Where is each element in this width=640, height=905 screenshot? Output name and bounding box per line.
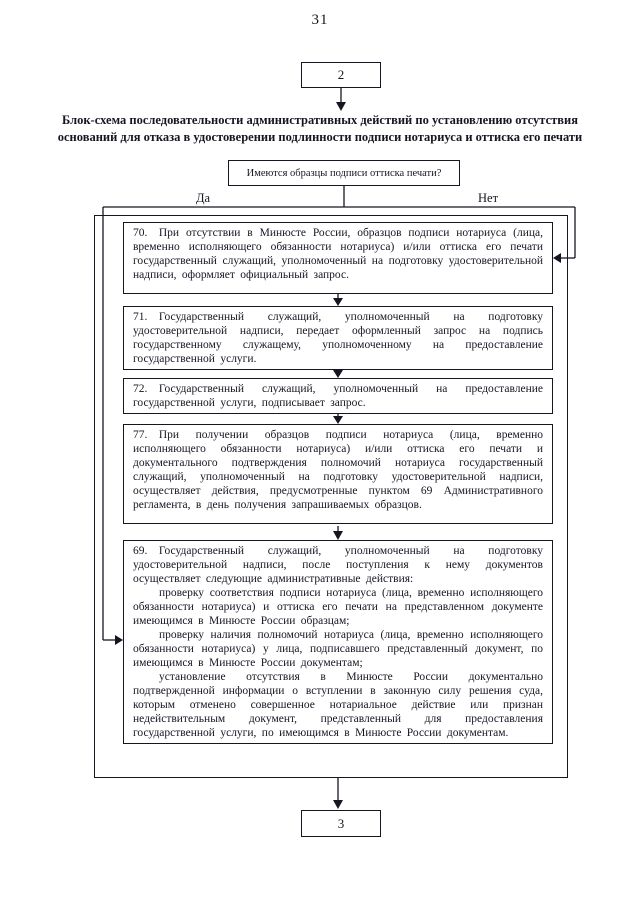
step-box-70: 70. При отсутствии в Минюсте России, образцов подписи нотариуса (лица, временно исполняющего обязанности нотариуса) и/или оттиска его печати государственный служащий, уполномоченный на подготовку удостоверительной надписи, оформляет официальный запрос. — [123, 222, 553, 294]
step-box-72: 72. Государственный служащий, уполномоченный на предоставление государственной услуги, подписывает запрос. — [123, 378, 553, 414]
page-number: 31 — [311, 12, 329, 28]
decision-box — [228, 160, 460, 186]
arrow-from-node-2 — [336, 88, 346, 111]
step-box-77: 77. При получении образцов подписи нотариуса (лица, временно исполняющего обязанности нотариуса) и/или оттиска его печати и документального подтверждения полномочий нотариуса государственный служащий, уполномоченный на подготовку удостоверительной надписи, осуществляет действия, предусмотренные пунктом 69 Административного регламента, в день получения запрашиваемых образцов. — [123, 424, 553, 524]
connector-node-3 — [301, 810, 381, 837]
branch-label-yes: Да — [196, 191, 211, 205]
connector-node-2-label: 2 — [337, 67, 345, 82]
step-69-intro: 69. Государственный служащий, уполномоченный на подготовку удостоверительной надписи, после поступления к нему документов осуществляет следующие административные действия: — [133, 545, 543, 585]
step-box-69 — [123, 540, 553, 744]
flowchart-title: Блок-схема последовательности административных действий по установлению отсутствия оснований для отказа в удостоверении подлинности подписи нотариуса и оттиска его печати — [57, 113, 583, 144]
branch-label-no: Нет — [478, 191, 499, 205]
connector-node-2 — [301, 62, 381, 88]
step-69-item-3: установление отсутствия в Минюсте России документально подтвержденной информации о вступлении в законную силу решения суда, которым отменено совершенное нотариальное действие или признан недействительным документ, представленный для предоставления государственной услуги, по имеющимся в Минюсте России документам. — [133, 671, 543, 739]
decision-question: Имеются образцы подписи оттиска печати? — [246, 167, 442, 179]
step-box-71: 71. Государственный служащий, уполномоченный на подготовку удостоверительной надписи, передает оформленный запрос на подпись государственному служащему, уполномоченному на предоставление государственной услуги. — [123, 306, 553, 370]
connector-node-3-label: 3 — [337, 815, 345, 831]
step-69-item-1: проверку соответствия подписи нотариуса (лица, временно исполняющего обязанности нотариуса) и оттиска его печати на представленном документе имеющимся в Минюсте России образцам; — [133, 587, 543, 627]
arrow-to-node-3 — [333, 778, 343, 809]
decision-stem-line — [103, 186, 575, 207]
step-69-item-2: проверку наличия полномочий нотариуса (лица, временно исполняющего обязанности нотариуса) у лица, подписавшего представленный документ, по имеющимся в Минюсте России документам; — [133, 629, 543, 669]
